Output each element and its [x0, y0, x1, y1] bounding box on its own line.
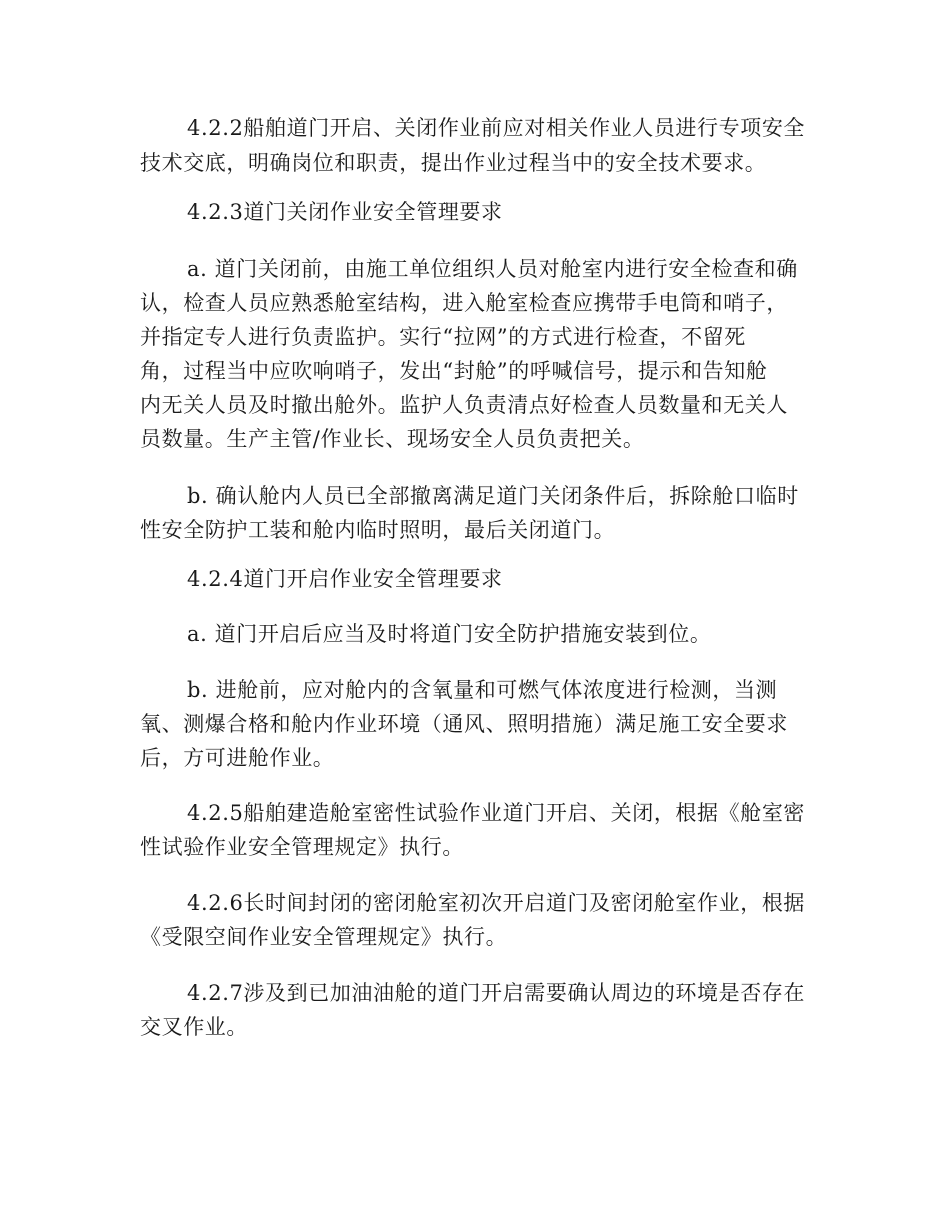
- paragraph-4-2-2-line-1: 4.2.2船舶道门开启、关闭作业前应对相关作业人员进行专项安全: [187, 116, 806, 140]
- paragraph-4-2-2-line-2: 技术交底，明确岗位和职责，提出作业过程当中的安全技术要求。: [140, 151, 767, 175]
- paragraph-4-2-7-line-2: 交叉作业。: [140, 1015, 248, 1039]
- paragraph-4-2-3-b-line-1: b. 确认舱内人员已全部撤离满足道门关闭条件后，拆除舱口临时: [187, 484, 799, 508]
- paragraph-4-2-4-b-line-3: 后，方可进舱作业。: [140, 746, 335, 770]
- paragraph-4-2-3-a-line-2: 认，检查人员应熟悉舱室结构，进入舱室检查应携带手电筒和哨子，: [140, 291, 788, 315]
- paragraph-4-2-4-b-line-2: 氧、测爆合格和舱内作业环境（通风、照明措施）满足施工安全要求: [140, 712, 788, 736]
- heading-4-2-3: 4.2.3道门关闭作业安全管理要求: [187, 200, 503, 224]
- paragraph-4-2-3-a-line-6: 员数量。生产主管/作业长、现场安全人员负责把关。: [140, 427, 645, 451]
- paragraph-4-2-5-line-2: 性试验作业安全管理规定》执行。: [140, 835, 464, 859]
- paragraph-4-2-6-line-2: 《受限空间作业安全管理规定》执行。: [140, 925, 508, 949]
- paragraph-4-2-4-b-line-1: b. 进舱前，应对舱内的含氧量和可燃气体浓度进行检测，当测: [187, 678, 778, 702]
- heading-4-2-4: 4.2.4道门开启作业安全管理要求: [187, 567, 503, 591]
- paragraph-4-2-7-line-1: 4.2.7涉及到已加油油舱的道门开启需要确认周边的环境是否存在: [187, 981, 806, 1005]
- paragraph-4-2-5-line-1: 4.2.5船舶建造舱室密性试验作业道门开启、关闭，根据《舱室密: [187, 801, 806, 825]
- paragraph-4-2-3-a-line-3: 并指定专人进行负责监护。实行“拉网”的方式进行检查，不留死: [140, 325, 746, 349]
- paragraph-4-2-3-b-line-2: 性安全防护工装和舱内临时照明，最后关闭道门。: [140, 518, 616, 542]
- paragraph-4-2-4-a: a. 道门开启后应当及时将道门安全防护措施安装到位。: [187, 622, 712, 646]
- paragraph-4-2-6-line-1: 4.2.6长时间封闭的密闭舱室初次开启道门及密闭舱室作业，根据: [187, 891, 806, 915]
- paragraph-4-2-3-a-line-1: a. 道门关闭前，由施工单位组织人员对舱室内进行安全检查和确: [187, 257, 798, 281]
- paragraph-4-2-3-a-line-5: 内无关人员及时撤出舱外。监护人负责清点好检查人员数量和无关人: [140, 393, 788, 417]
- paragraph-4-2-3-a-line-4: 角，过程当中应吹响哨子，发出“封舱”的呼喊信号，提示和告知舱: [140, 359, 768, 383]
